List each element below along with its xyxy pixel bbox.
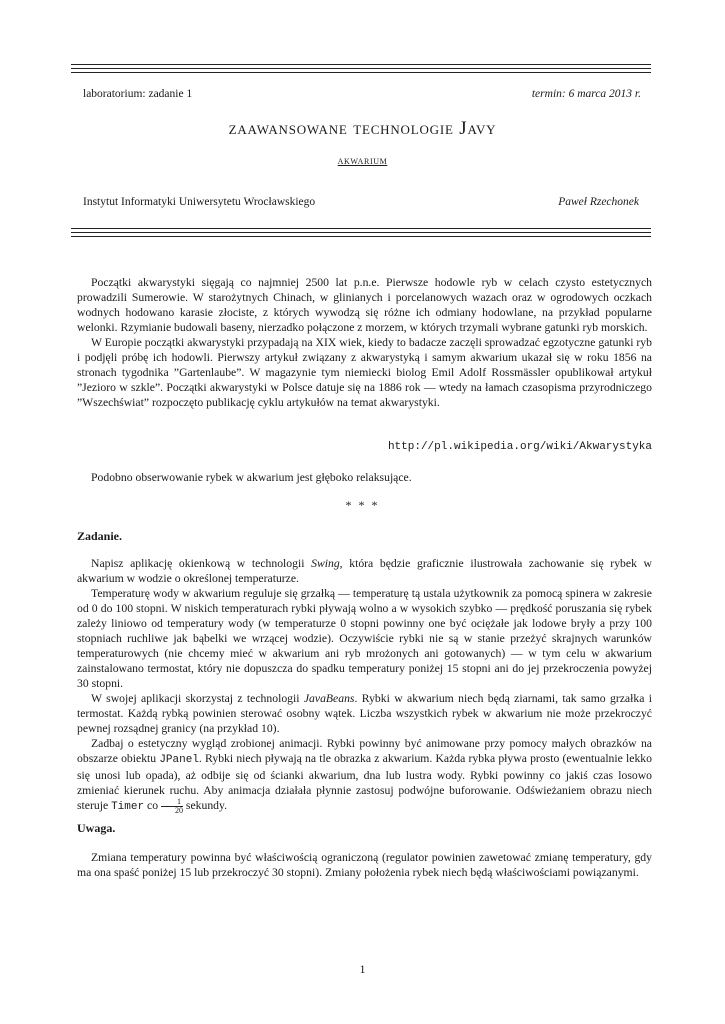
intro-paragraph-3: Podobno obserwowanie rybek w akwarium jest głęboko relaksujące. <box>91 471 412 484</box>
swing-term: Swing <box>311 557 340 570</box>
wikipedia-url: http://pl.wikipedia.org/wiki/Akwarystyka <box>387 441 652 453</box>
task-paragraph-3 <box>77 691 652 736</box>
page-title: zaawansowane technologie Javy <box>228 118 497 139</box>
note-paragraph-1: Zmiana temperatury powinna być właściwością ograniczoną (regulator powinien zawetować zmianę temperatury, gdy ma ona spaść poniżej 15 lub przekroczyć 30 stopni). Zmiany położenia rybek niech będą właściwościami powiązanymi. <box>77 851 652 879</box>
javabeans-term: JavaBeans <box>303 692 355 705</box>
intro-closing <box>77 470 652 485</box>
task-p3-text-a: W swojej aplikacji skorzystaj z technologii <box>91 692 304 705</box>
institute-label: Instytut Informatyki Uniwersytetu Wrocławskiego <box>83 196 316 208</box>
deadline-label: termin: 6 marca 2013 r. <box>531 88 641 100</box>
task-p3-text-b: . Rybki w akwarium niech będą ziarnami, tak samo grzałka i termostat. Każdą rybką powinien sterować osobny wątek. Liczba wszystkich rybek w akwarium nie może przekroczyć pewnej rozsądnej granicy (na przykład 10). <box>77 692 652 735</box>
fraction-denominator: 20 <box>174 806 183 815</box>
jpanel-code: JPanel <box>159 754 199 766</box>
task-p1-text-a: Napisz aplikację okienkową w technologii <box>91 557 312 570</box>
author-label: Paweł Rzechonek <box>558 196 639 208</box>
task-paragraph-1 <box>77 556 652 586</box>
page-subtitle <box>0 155 725 167</box>
task-paragraph-4 <box>77 736 652 815</box>
section-separator: * * * <box>345 498 380 512</box>
subtitle-text: akwarium <box>337 155 388 167</box>
lab-task-label: laboratorium: zadanie 1 <box>83 88 193 100</box>
page-number: 1 <box>359 962 366 976</box>
top-rule-3 <box>71 72 651 73</box>
header-bottom-rule-3 <box>71 236 651 237</box>
fraction <box>161 798 183 815</box>
note-section <box>77 850 652 880</box>
task-p4-text-c: co <box>144 799 161 813</box>
task-p4-text-a: Zadbaj o estetyczny wygląd zrobionej animacji. Rybki powinny być animowane przy pomocy małych obrazków na obszarze obiektu <box>77 737 652 765</box>
task-p1-text-b: , która będzie graficznie ilustrowała zachowanie się rybek w akwarium w wodzie o określonej temperaturze. <box>77 557 652 585</box>
task-heading: Zadanie. <box>77 529 123 543</box>
task-section <box>77 556 652 815</box>
header-bottom-rule-2 <box>71 232 651 233</box>
fraction-numerator: 1 <box>161 798 183 807</box>
intro-section <box>77 275 652 410</box>
intro-paragraph-2: W Europie początki akwarystyki przypadają na XIX wiek, kiedy to badacze zaczęli sprowadzać egzotyczne gatunki ryb i podjęli próbę ich hodowli. Pierwszy artykuł związany z akwarystyką i samym akwarium ukazał się w roku 1856 na stronach tygodnika ”Gartenlaube”. W magazynie tym niemiecki biolog Emil Adolf Rossmässler opublikował artykuł ”Jezioro w szkle”. Początki akwarystyki w Polsce datuje się na 1886 rok — wtedy na łamach czasopisma przyrodniczego ”Wszechświat” rozpoczęto publikację cyklu artykułów na temat akwarystyki. <box>77 336 652 409</box>
task-paragraph-2: Temperaturę wody w akwarium reguluje się grzałką — temperaturę tą ustala użytkownik za pomocą spinera w zakresie od 0 do 100 stopni. W niskich temperaturach rybki pływają wolno a w wysokich szybko — prędkość poruszania się rybek zależy liniowo od temperatury wody (w temperaturze 0 stopni powinny one być ociężałe jak lodowe bryły a przy 100 stopniach ruchliwe jak bąbelki we wrzącej wodzie). Oczywiście rybki nie są w stanie przeżyć skrajnych warunków temperaturowych (nie chcemy mieć w akwarium ani ryb mrożonych ani gotowanych) — w tym celu w akwarium zainstalowano termostat, który nie dopuszcza do spadku temperatury poniżej 15 stopni ani do jej przekroczenia powyżej 30 stopni. <box>77 587 652 690</box>
timer-code: Timer <box>111 801 145 814</box>
note-heading: Uwaga. <box>77 821 116 835</box>
top-rule-2 <box>71 68 651 69</box>
top-rule-1 <box>71 64 651 65</box>
task-p4-text-d: sekundy. <box>182 799 228 813</box>
intro-paragraph-1: Początki akwarystyki sięgają co najmniej 2500 lat p.n.e. Pierwsze hodowle ryb w celach czysto estetycznych prowadzili Sumerowie. W starożytnych Chinach, w glinianych i porcelanowych wazach oraz w ogrodowych oczkach wodnych hodowano karasie złociste, z których wywodzą się różne ich odmiany hodowlane, na przykład popularne welonki. Rzymianie budowali baseny, nierzadko połączone z morzem, w których trzymali wybrane gatunki ryb morskich. <box>77 276 652 334</box>
header-bottom-rule-1 <box>71 228 651 229</box>
task-p4-text-b: . Rybki niech pływają na tle obrazka z akwarium. Każda rybka pływa prosto (ewentualnie lekko się unosi lub opada), aż odbije się od ścianki akwarium, dna lub lustra wody. Rybki powinny co jakiś czas losowo zmieniać kierunek ruchu. Aby animacja działała płynnie zastosuj podwójne buforowanie. Odświeżaniem obrazu niech steruje <box>77 752 652 813</box>
